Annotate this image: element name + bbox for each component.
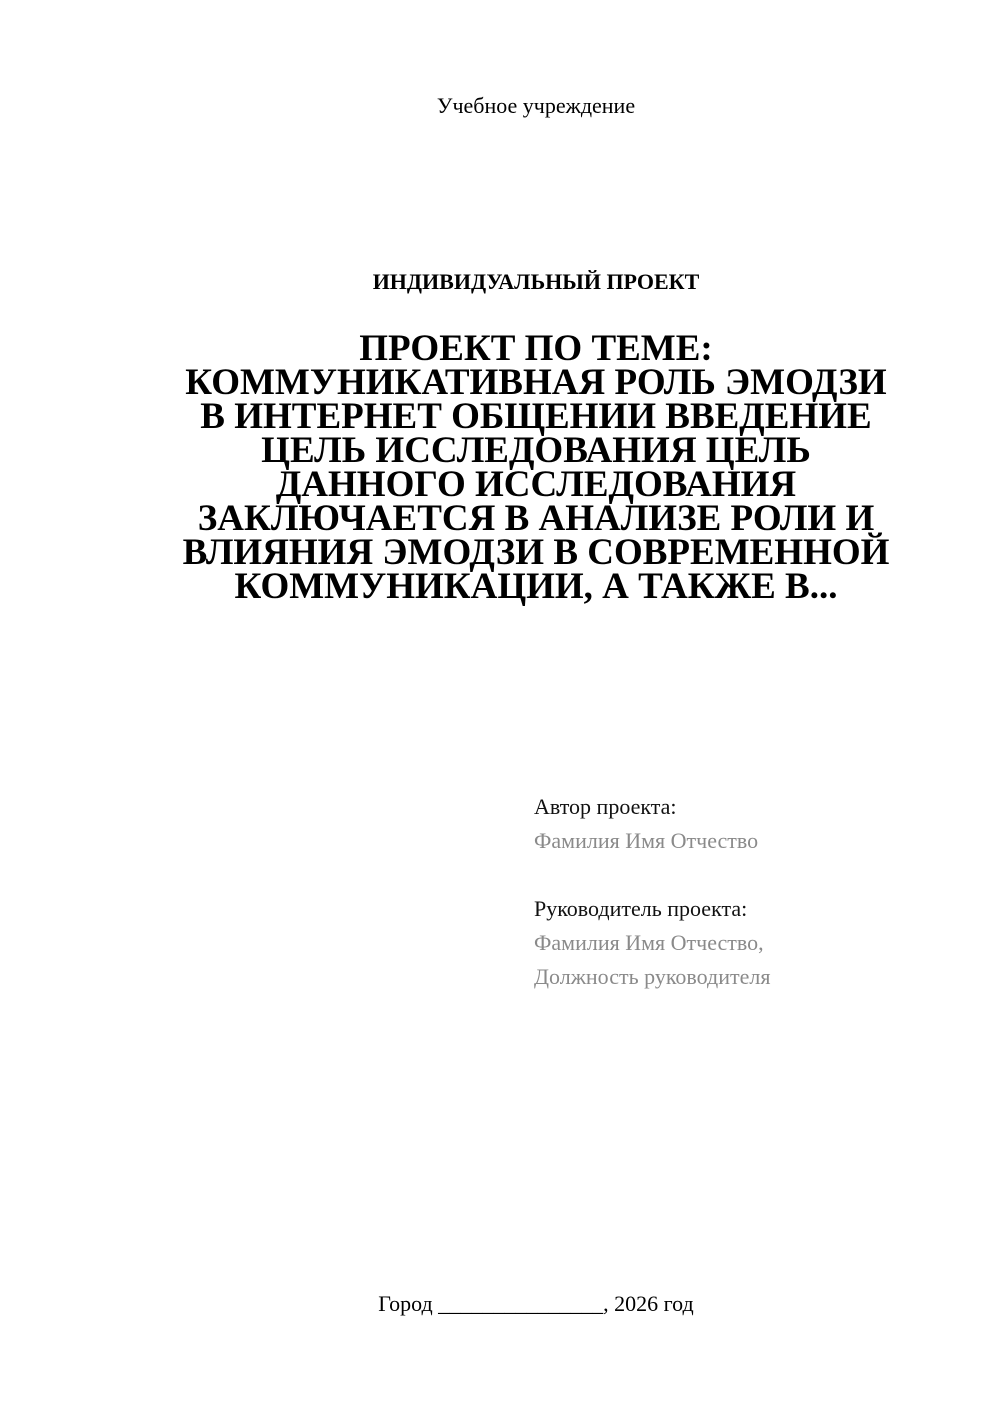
title-line: ПРОЕКТ ПО ТЕМЕ: bbox=[359, 328, 713, 369]
title-line: КОММУНИКАЦИИ, А ТАКЖЕ В... bbox=[234, 566, 838, 607]
title-line: В ИНТЕРНЕТ ОБЩЕНИИ ВВЕДЕНИЕ bbox=[200, 396, 872, 437]
title-line: ЗАКЛЮЧАЕТСЯ В АНАЛИЗЕ РОЛИ И bbox=[197, 498, 875, 539]
author-name-placeholder: Фамилия Имя Отчество bbox=[534, 828, 759, 853]
project-meta bbox=[534, 790, 974, 994]
city-year-footer: Город _______________, 2026 год bbox=[378, 1291, 694, 1316]
title-line: ВЛИЯНИЯ ЭМОДЗИ В СОВРЕМЕННОЙ bbox=[182, 532, 890, 573]
institution-name: Учебное учреждение bbox=[436, 93, 636, 118]
title-line: ЦЕЛЬ ИССЛЕДОВАНИЯ ЦЕЛЬ bbox=[261, 430, 811, 471]
title-line: КОММУНИКАТИВНАЯ РОЛЬ ЭМОДЗИ bbox=[185, 362, 887, 403]
title-line: ДАННОГО ИССЛЕДОВАНИЯ bbox=[275, 464, 797, 505]
meta-spacer bbox=[534, 858, 974, 892]
author-label: Автор проекта: bbox=[534, 794, 677, 819]
project-title bbox=[140, 328, 932, 607]
project-type-heading: ИНДИВИДУАЛЬНЫЙ ПРОЕКТ bbox=[372, 269, 700, 294]
supervisor-label: Руководитель проекта: bbox=[534, 896, 748, 921]
supervisor-name-placeholder: Фамилия Имя Отчество, bbox=[534, 930, 764, 955]
supervisor-position-placeholder: Должность руководителя bbox=[534, 964, 771, 989]
